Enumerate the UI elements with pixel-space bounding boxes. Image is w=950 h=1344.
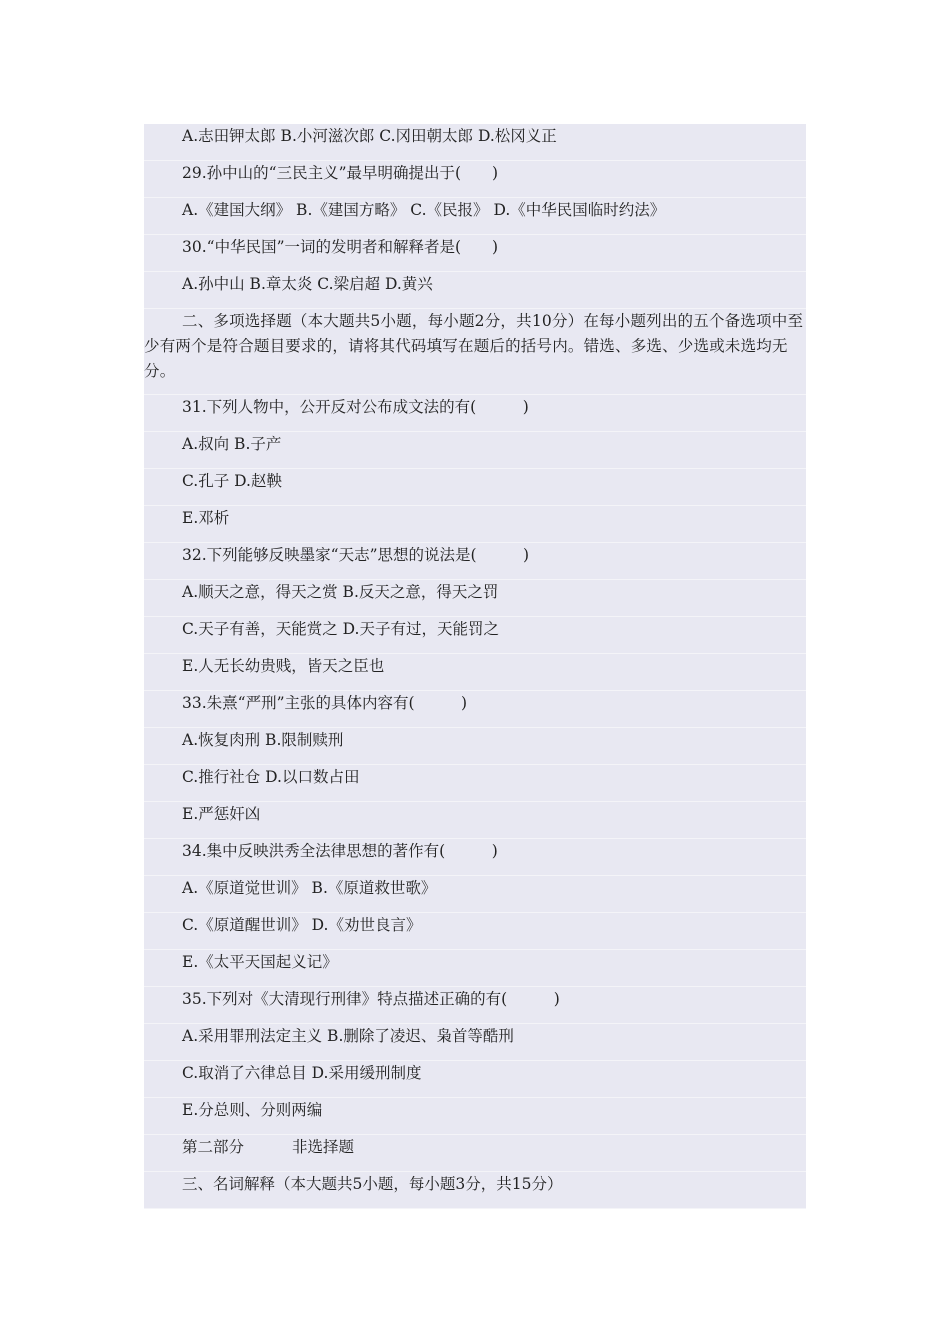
question-33: 33.朱熹“严刑”主张的具体内容有( )	[144, 691, 806, 728]
text-line: C.取消了六律总目 D.采用缓刑制度	[144, 1061, 806, 1098]
text-line: C.天子有善，天能赏之 D.天子有过，天能罚之	[144, 617, 806, 654]
question-29: 29.孙中山的“三民主义”最早明确提出于( )	[144, 161, 806, 198]
text-line: E.邓析	[144, 506, 806, 543]
document-content	[144, 124, 806, 1209]
text-line: A.《建国大纲》 B.《建国方略》 C.《民报》 D.《中华民国临时约法》	[144, 198, 806, 235]
text-line: C.推行社仓 D.以口数占田	[144, 765, 806, 802]
text-line: A.《原道觉世训》 B.《原道救世歌》	[144, 876, 806, 913]
question-32: 32.下列能够反映墨家“天志”思想的说法是( )	[144, 543, 806, 580]
text-line: E.《太平天国起义记》	[144, 950, 806, 987]
section-3-title: 三、名词解释（本大题共5小题，每小题3分，共15分）	[144, 1172, 806, 1209]
text-line: A.叔向 B.子产	[144, 432, 806, 469]
section-2-intro: 二、多项选择题（本大题共5小题，每小题2分，共10分）在每小题列出的五个备选项中至少有两个是符合题目要求的，请将其代码填写在题后的括号内。错选、多选、少选或未选均无分。	[144, 309, 806, 395]
question-30: 30.“中华民国”一词的发明者和解释者是( )	[144, 235, 806, 272]
text-line: A.顺天之意，得天之赏 B.反天之意，得天之罚	[144, 580, 806, 617]
part-2-label: 第二部分	[182, 1138, 245, 1156]
text-line: E.严惩奸凶	[144, 802, 806, 839]
text-line: C.孔子 D.赵鞅	[144, 469, 806, 506]
text-line: A.孙中山 B.章太炎 C.梁启超 D.黄兴	[144, 272, 806, 309]
text-line: E.分总则、分则两编	[144, 1098, 806, 1135]
text-line: A.志田钾太郎 B.小河滋次郎 C.冈田朝太郎 D.松冈义正	[144, 124, 806, 161]
question-34: 34.集中反映洪秀全法律思想的著作有( )	[144, 839, 806, 876]
text-line: E.人无长幼贵贱，皆天之臣也	[144, 654, 806, 691]
question-31: 31.下列人物中，公开反对公布成文法的有( )	[144, 395, 806, 432]
text-line: A.采用罪刑法定主义 B.删除了凌迟、枭首等酷刑	[144, 1024, 806, 1061]
text-line: A.恢复肉刑 B.限制赎刑	[144, 728, 806, 765]
part-2-title: 非选择题	[292, 1138, 355, 1156]
part-2-heading	[144, 1135, 806, 1172]
question-35: 35.下列对《大清现行刑律》特点描述正确的有( )	[144, 987, 806, 1024]
text-line: C.《原道醒世训》 D.《劝世良言》	[144, 913, 806, 950]
